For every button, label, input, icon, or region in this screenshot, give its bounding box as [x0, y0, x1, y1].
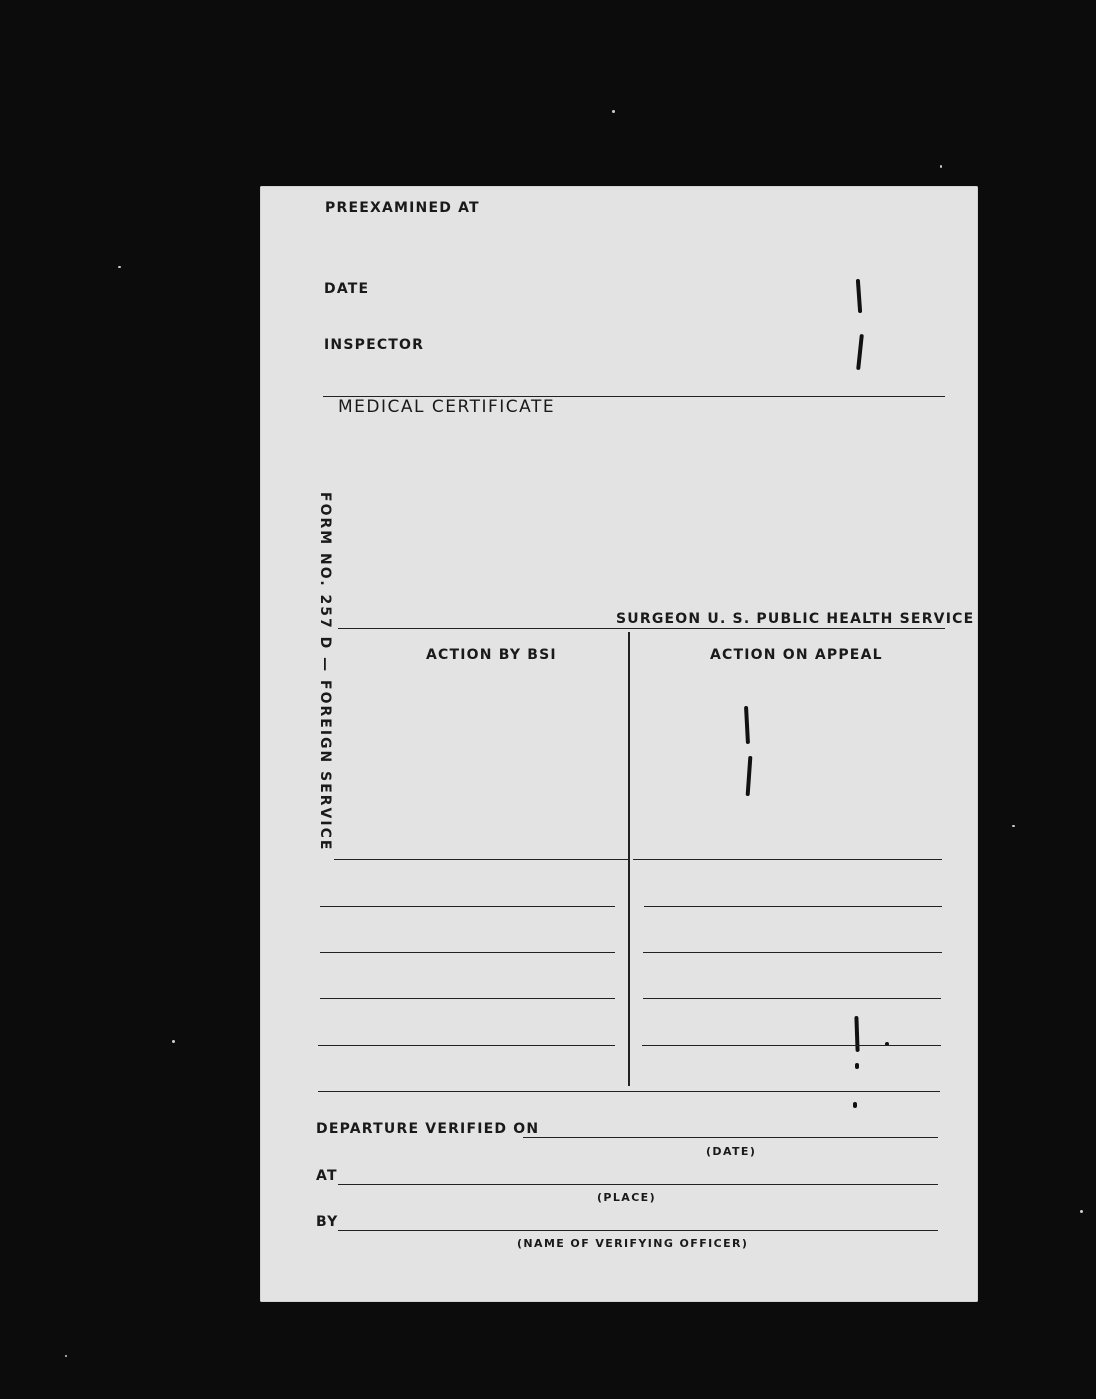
bsi-line: [318, 1045, 615, 1046]
film-speck: [1080, 1210, 1083, 1213]
section-divider: [318, 1091, 940, 1092]
film-speck: [118, 266, 121, 268]
appeal-line: [642, 1045, 941, 1046]
at-label: AT: [316, 1168, 338, 1184]
place-line: [338, 1184, 938, 1185]
pen-mark: [853, 1102, 857, 1108]
bsi-line: [320, 998, 615, 999]
action-by-bsi-heading: ACTION BY BSI: [426, 647, 557, 663]
appeal-line: [643, 998, 941, 999]
place-caption: (PLACE): [597, 1191, 657, 1204]
bsi-line: [320, 952, 615, 953]
departure-date-line: [523, 1137, 938, 1138]
medical-certificate-title: MEDICAL CERTIFICATE: [338, 397, 556, 417]
by-label: BY: [316, 1214, 339, 1230]
bsi-line: [320, 906, 615, 907]
date-caption: (DATE): [706, 1145, 757, 1158]
inspector-label: INSPECTOR: [324, 337, 425, 353]
film-speck: [1012, 825, 1015, 827]
film-speck: [612, 110, 615, 113]
column-divider: [628, 632, 630, 1086]
film-speck: [172, 1040, 175, 1043]
bsi-line: [334, 859, 628, 860]
film-speck: [940, 165, 942, 168]
surgeon-label: SURGEON U. S. PUBLIC HEALTH SERVICE: [616, 611, 975, 627]
preexamined-at-label: PREEXAMINED AT: [325, 200, 480, 216]
form-number-vertical: FORM NO. 257 D — FOREIGN SERVICE: [317, 492, 333, 852]
departure-verified-label: DEPARTURE VERIFIED ON: [316, 1121, 540, 1137]
film-speck: [65, 1355, 67, 1357]
officer-caption: (NAME OF VERIFYING OFFICER): [517, 1237, 749, 1250]
action-on-appeal-heading: ACTION ON APPEAL: [710, 647, 883, 663]
date-label: DATE: [324, 281, 370, 297]
appeal-line: [643, 952, 942, 953]
surgeon-divider: [338, 628, 945, 629]
appeal-line: [644, 906, 942, 907]
appeal-line: [633, 859, 942, 860]
pen-mark: [855, 1063, 859, 1069]
officer-line: [338, 1230, 938, 1231]
